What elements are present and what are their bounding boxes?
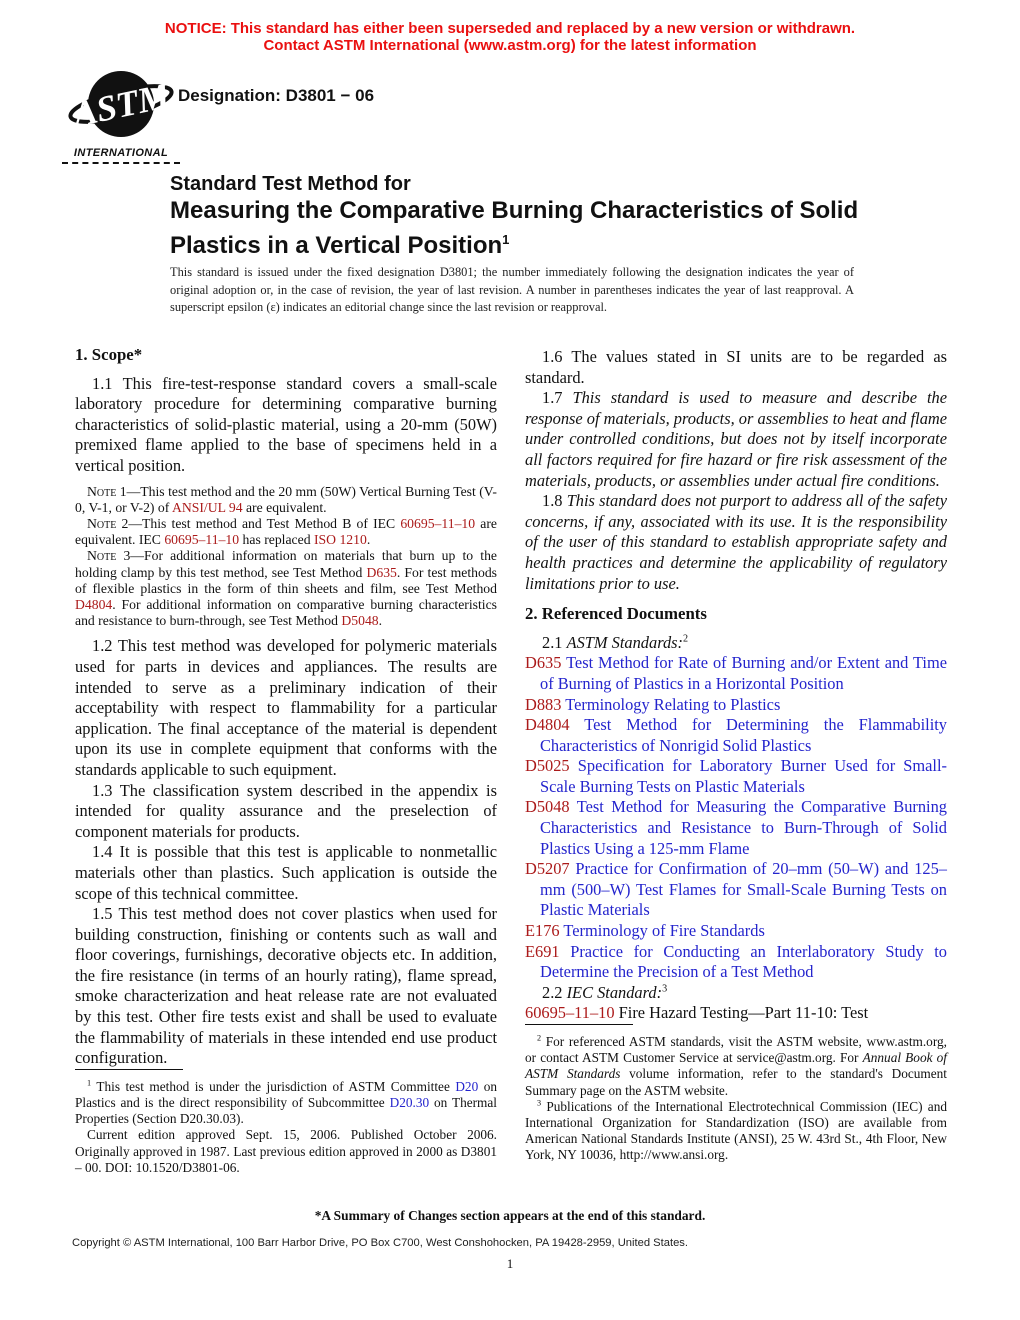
reference-link[interactable]: D5025 — [525, 756, 570, 776]
text-segment: IEC Standard: — [566, 982, 663, 1002]
footnote-2 — [525, 1034, 947, 1099]
text-segment: are equivalent. IEC — [75, 515, 497, 548]
text-segment: 3 — [662, 983, 668, 995]
footnote-separator — [75, 1069, 183, 1070]
text-segment: . For additional information on comparative burning characteristics and resistance to burn-through, see Test Method — [75, 596, 497, 629]
designation-label: Designation: D3801 − 06 — [178, 86, 375, 105]
text-segment: . — [366, 532, 371, 548]
title-main-line-1: Measuring the Comparative Burning Characteristics of Solid — [170, 197, 859, 224]
text-segment: Publications of the International Electrotechnical Commission (IEC) and International Organization for Standardization (ISO) are available from American National Standards Institute (ANSI), 25 W. 43rd St., 4th Floor, New York, NY 10036, http://www.ansi.org. — [525, 1098, 947, 1163]
text-segment: 1 — [87, 1078, 92, 1088]
text-segment: Note — [87, 515, 117, 531]
footnote-3 — [525, 1099, 947, 1164]
reference-item — [525, 921, 947, 942]
section-1-heading: 1. Scope* — [75, 345, 143, 364]
copyright-line: Copyright © ASTM International, 100 Barr Harbor Drive, PO Box C700, West Conshohocken, PA 19428-2959, United States. — [72, 1237, 688, 1249]
footnote-1 — [75, 1079, 497, 1128]
text-segment: 1—This test method and the 20 mm (50W) Vertical Burning Test (V-0, V-1, or V-2) of — [75, 483, 497, 515]
astm-logo — [62, 68, 180, 164]
text-segment: 2.2 — [542, 982, 567, 1002]
text-segment: . — [378, 613, 383, 629]
reference-link[interactable]: Specification for Laboratory Burner Used for Small-Scale Burning Tests on Plastic Materials — [540, 756, 947, 796]
reference-item — [525, 756, 947, 797]
text-segment: Note — [87, 548, 117, 564]
paragraph-1-7 — [525, 388, 947, 491]
text-segment: . For test methods of flexible plastics in the form of thin sheets and film, see Test Method — [75, 564, 497, 596]
reference-link[interactable]: 60695–11–10 — [164, 532, 240, 548]
text-segment: on Plastics and is the direct responsibility of Subcommittee — [75, 1078, 497, 1111]
text-segment: This test method is under the jurisdiction of ASTM Committee — [91, 1078, 456, 1094]
paragraph-1-5: 1.5 This test method does not cover plastics when used for building construction, finishing or contents such as wall and floor coverings, furnishings, decorative objects etc. In addition, the fire resistance (in terms of an hourly rating), flame spread, smoke characterization and heat release rate are not evaluated by this test. Other fire tests exist and shall be used to evaluate the flammability of materials in these intended end use product configuration. — [75, 904, 497, 1068]
reference-link[interactable]: ANSI/UL 94 — [171, 499, 243, 515]
text-segment: 1.7 — [542, 388, 573, 408]
reference-link[interactable]: D883 — [525, 694, 562, 714]
text-segment: 2—This test method and Test Method B of IEC — [116, 515, 401, 531]
right-footnotes — [525, 1024, 947, 1164]
footnote-1-edition: Current edition approved Sept. 15, 2006. Published October 2006. Originally approved in 1987. Last previous edition approved in 2000 as D3801 – 00. DOI: 10.1520/D3801-06. — [75, 1127, 497, 1175]
title-main — [170, 196, 870, 260]
text-segment: volume information, refer to the standard's Document Summary page on the ASTM website. — [525, 1066, 947, 1098]
reference-item — [525, 715, 947, 756]
reference-item-iec — [525, 1003, 947, 1024]
paragraph-1-8 — [525, 491, 947, 594]
reference-link[interactable]: ISO 1210 — [313, 532, 367, 548]
left-footnotes — [75, 1069, 497, 1176]
title-main-line-2: Plastics in a Vertical Position — [170, 232, 503, 259]
reference-link[interactable]: D4804 — [525, 715, 570, 735]
note-2 — [75, 516, 497, 548]
title-footnote-marker: 1 — [502, 232, 510, 247]
reference-item — [525, 695, 947, 716]
paragraph-1-6: 1.6 The values stated in SI units are to be regarded as standard. — [525, 347, 947, 387]
reference-link[interactable]: D635 — [366, 564, 397, 580]
reference-link[interactable]: Practice for Conducting an Interlaboratory Study to Determine the Precision of a Test Method — [540, 941, 947, 982]
reference-link[interactable]: D20.30 — [389, 1095, 430, 1111]
reference-item — [525, 942, 947, 983]
notes-block — [75, 484, 497, 630]
reference-link[interactable]: Terminology of Fire Standards — [559, 921, 765, 941]
notice-line-2: Contact ASTM International (www.astm.org) for the latest information — [263, 37, 757, 54]
text-segment: 1.8 — [542, 491, 567, 511]
text-segment: are equivalent. — [242, 499, 327, 515]
reference-item — [525, 859, 947, 921]
text-segment: 3 — [537, 1098, 542, 1108]
text-segment: For referenced ASTM standards, visit the ASTM website, www.astm.org, or contact ASTM Customer Service at service@astm.org. For — [525, 1034, 947, 1066]
text-segment: has replaced — [239, 532, 314, 548]
note-1 — [75, 484, 497, 516]
paragraph-1-4: 1.4 It is possible that this test is applicable to nonmetallic materials other than plastics. Such application is outside the scope of this technical committee. — [75, 842, 497, 903]
reference-link[interactable]: Practice for Confirmation of 20–mm (50–W) and 125–mm (500–W) Test Flames for Small-Scale Burning Tests on Plastic Materials — [540, 859, 947, 920]
astm-logo-international-label: INTERNATIONAL — [62, 147, 180, 164]
title-kicker: Standard Test Method for — [170, 173, 411, 195]
body-columns — [75, 345, 948, 1175]
text-segment: Annual Book of ASTM Standards — [525, 1050, 947, 1082]
supersession-notice — [0, 20, 1020, 54]
text-segment: ASTM Standards: — [566, 632, 684, 652]
note-3 — [75, 548, 497, 629]
reference-link[interactable]: 60695–11–10 — [525, 1003, 615, 1023]
summary-of-changes-note: *A Summary of Changes section appears at the end of this standard. — [314, 1208, 706, 1223]
reference-link[interactable]: D4804 — [75, 596, 113, 612]
reference-link[interactable]: D5048 — [341, 613, 379, 629]
right-column — [525, 345, 947, 1163]
reference-link[interactable]: D5048 — [525, 797, 570, 817]
reference-item — [525, 653, 947, 694]
reference-link[interactable]: E176 — [525, 921, 560, 941]
text-segment: This standard does not purport to address all of the safety concerns, if any, associated with its use. It is the responsibility of the user of this standard to establish appropriate safety and health practices and determine the applicability of regulatory limitations prior to use. — [525, 491, 947, 593]
reference-link[interactable]: Terminology Relating to Plastics — [561, 694, 781, 714]
issuance-statement: This standard is issued under the fixed designation D3801; the number immediately following the designation indicates the year of original adoption or, in the case of revision, the year of last revision. A number in parentheses indicates the year of last reapproval. A superscript epsilon (ε) indicates an editorial change since the last revision or reapproval. — [170, 265, 854, 314]
paragraph-2-1 — [525, 633, 947, 654]
reference-link[interactable]: 60695–11–10 — [400, 515, 476, 531]
svg-text:ASTM: ASTM — [69, 75, 174, 135]
astm-globe-icon — [65, 68, 177, 144]
reference-link[interactable]: Test Method for Determining the Flammability Characteristics of Nonrigid Solid Plastics — [540, 715, 947, 755]
section-2-heading: 2. Referenced Documents — [525, 604, 707, 624]
title-block — [170, 172, 870, 260]
reference-link[interactable]: D20 — [455, 1078, 479, 1094]
paragraph-1-1: 1.1 This fire-test-response standard covers a small-scale laboratory procedure for determining comparative burning characteristics of solid-plastic material, using a 20-mm (50W) premixed flame applied to the base of specimens held in a vertical position. — [75, 373, 497, 475]
reference-link[interactable]: E691 — [525, 941, 560, 961]
text-segment: 3—For additional information on materials that burn up to the holding clamp by this test method, see Test Method — [75, 548, 497, 580]
reference-link[interactable]: D635 — [525, 653, 562, 673]
reference-item — [525, 797, 947, 859]
paragraph-1-3: 1.3 The classification system described in the appendix is intended for quality assurance and the preselection of component materials for products. — [75, 780, 497, 841]
text-segment: 2.1 — [542, 632, 567, 652]
reference-link[interactable]: D5207 — [525, 859, 570, 879]
text-segment: 2 — [537, 1033, 542, 1043]
text-segment: 2 — [683, 633, 689, 645]
paragraph-1-2: 1.2 This test method was developed for polymeric materials used for parts in devices and appliances. The results are intended to serve as a preliminary indication of their acceptability with respect to flammability for a particular application. The final acceptance of the material is dependent upon its use in complete equipment that conforms with the standards applicable to such equipment. — [75, 636, 497, 779]
text-segment: on Thermal Properties (Section D20.30.03). — [75, 1095, 497, 1127]
reference-link[interactable]: Test Method for Rate of Burning and/or Extent and Time of Burning of Plastics in a Horizontal Position — [540, 653, 947, 693]
text-segment: Fire Hazard Testing—Part 11-10: Test — [614, 1003, 869, 1023]
paragraph-2-2 — [525, 983, 947, 1004]
text-segment: This standard is used to measure and describe the response of materials, products, or assemblies to heat and flame under controlled conditions, but does not by itself incorporate all factors required for fire hazard or fire risk assessment of the materials, products, or assemblies under actual fire conditions. — [525, 388, 947, 490]
notice-line-1: NOTICE: This standard has either been superseded and replaced by a new version or withdrawn. — [164, 20, 856, 37]
footnote-separator — [525, 1024, 633, 1025]
left-column — [75, 345, 497, 1175]
reference-link[interactable]: Test Method for Measuring the Comparative Burning Characteristics and Resistance to Burn-Through of Solid Plastics Using a 125-mm Flame — [540, 797, 947, 858]
text-segment: Note — [87, 483, 117, 499]
page-number: 1 — [506, 1256, 514, 1271]
